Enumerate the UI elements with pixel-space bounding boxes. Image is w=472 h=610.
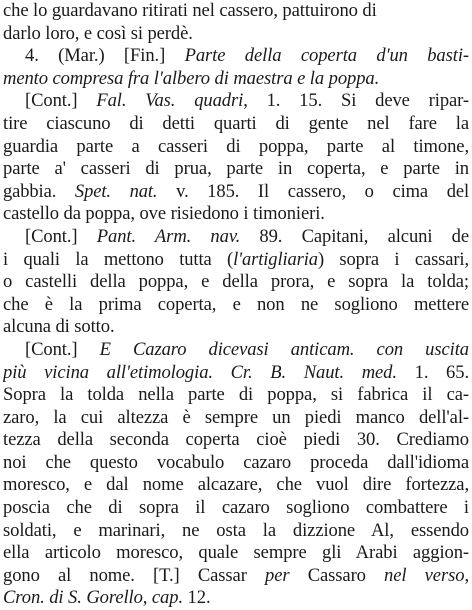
- italic-text-segment: E Cazaro dicevasi anticam. con uscita: [99, 338, 469, 360]
- text-line: [3, 316, 469, 339]
- text-segment: che è la prima coperta, e non ne sogliono mettere: [3, 293, 469, 315]
- text-segment: che lo guardavano ritirati nel cassero, pattuirono di: [3, 0, 377, 21]
- text-line: [3, 407, 469, 430]
- text-segment: gono al nome. [T.] Cassar: [3, 564, 265, 586]
- text-line: [3, 497, 469, 520]
- italic-text-segment: Spet. nat.: [74, 181, 158, 202]
- text-line: [3, 68, 469, 91]
- text-line: [3, 565, 469, 588]
- text-segment: [Cont.]: [25, 90, 97, 112]
- text-segment: , 1. 15. Si deve ripar-: [243, 90, 469, 112]
- text-line: [3, 203, 469, 226]
- italic-text-segment: Pant. Arm. nav.: [96, 225, 241, 247]
- italic-text-segment: Parte della coperta d'un basti-: [184, 45, 469, 67]
- text-segment: ,: [464, 564, 469, 586]
- text-segment: ) sopra i cassari,: [317, 249, 469, 270]
- text-segment: o castelli della poppa, e della prora, e sopra la tolda;: [3, 271, 469, 293]
- text-segment: ella articolo moresco, quale sempre gli Arabi aggion-: [3, 542, 469, 564]
- text-segment: darlo loro, e così si perdè.: [3, 22, 193, 44]
- text-line: [3, 294, 469, 317]
- italic-text-segment: più vicina all'etimologia. Cr. B. Naut. med.: [3, 361, 397, 383]
- italic-text-segment: mento compresa fra l'albero di maestra e la poppa.: [3, 67, 380, 89]
- text-line: [3, 384, 469, 407]
- text-segment: noi che questo vocabulo cazaro proceda dall'idioma: [3, 451, 469, 473]
- text-line: [3, 0, 469, 23]
- text-segment: moresco, e dal nome alcazare, che vuol dire fortezza,: [3, 474, 469, 496]
- italic-text-segment: l'artigliaria: [233, 249, 318, 270]
- text-segment: parte a' casseri di prua, parte in coperta, e parte in: [3, 158, 469, 180]
- text-line: [3, 339, 469, 362]
- italic-text-segment: per: [265, 564, 290, 586]
- text-segment: tire ciascuno di detti quarti di gente nel fare la: [3, 112, 469, 134]
- text-segment: v. 185. Il cassero, o cima del: [157, 181, 469, 202]
- text-segment: [Cont.]: [25, 225, 97, 247]
- text-segment: poscia che di sopra il cazaro sogliono combattere i: [3, 497, 469, 519]
- text-line: [3, 181, 469, 204]
- text-line: [3, 520, 469, 543]
- text-segment: i quali la mettono tutta (: [3, 249, 234, 270]
- text-line: [3, 113, 469, 136]
- text-line: [3, 542, 469, 565]
- text-segment: gabbia.: [3, 181, 75, 202]
- text-segment: guardia parte a casseri di poppa, parte al timone,: [3, 135, 469, 157]
- text-line: [3, 362, 469, 385]
- text-line: [3, 587, 469, 610]
- text-line: [3, 136, 469, 159]
- italic-text-segment: Fal. Vas. quadri: [96, 90, 244, 112]
- dictionary-page-text: [3, 0, 469, 609]
- text-segment: 4. (Mar.) [Fin.]: [25, 45, 185, 67]
- text-line: [3, 474, 469, 497]
- text-segment: 1. 65.: [396, 361, 469, 383]
- italic-text-segment: nel verso: [384, 564, 465, 586]
- text-line: [3, 23, 469, 46]
- text-segment: 12.: [183, 587, 211, 609]
- text-segment: alcuna di sotto.: [3, 316, 115, 338]
- italic-text-segment: Cron. di S. Gorello, cap.: [3, 587, 183, 609]
- text-line: [3, 271, 469, 294]
- text-line: [3, 249, 469, 272]
- text-line: [3, 45, 469, 68]
- text-segment: soldati, e marinari, ne osta la dizzione Al, essendo: [3, 519, 469, 541]
- text-segment: zaro, la cui altezza è sempre un piedi manco dell'al-: [3, 406, 469, 428]
- text-line: [3, 429, 469, 452]
- text-segment: Sopra la tolda nella parte di poppa, si fabrica il ca-: [3, 384, 469, 406]
- text-segment: Cassaro: [289, 564, 385, 586]
- text-segment: [Cont.]: [25, 338, 100, 360]
- text-segment: tezza della seconda coperta cioè piedi 30. Crediamo: [3, 429, 469, 451]
- text-line: [3, 226, 469, 249]
- text-line: [3, 452, 469, 475]
- text-segment: 89. Capitani, alcuni de: [240, 225, 469, 247]
- text-line: [3, 158, 469, 181]
- text-line: [3, 90, 469, 113]
- text-segment: castello da poppa, ove risiedono i timonieri.: [3, 203, 325, 225]
